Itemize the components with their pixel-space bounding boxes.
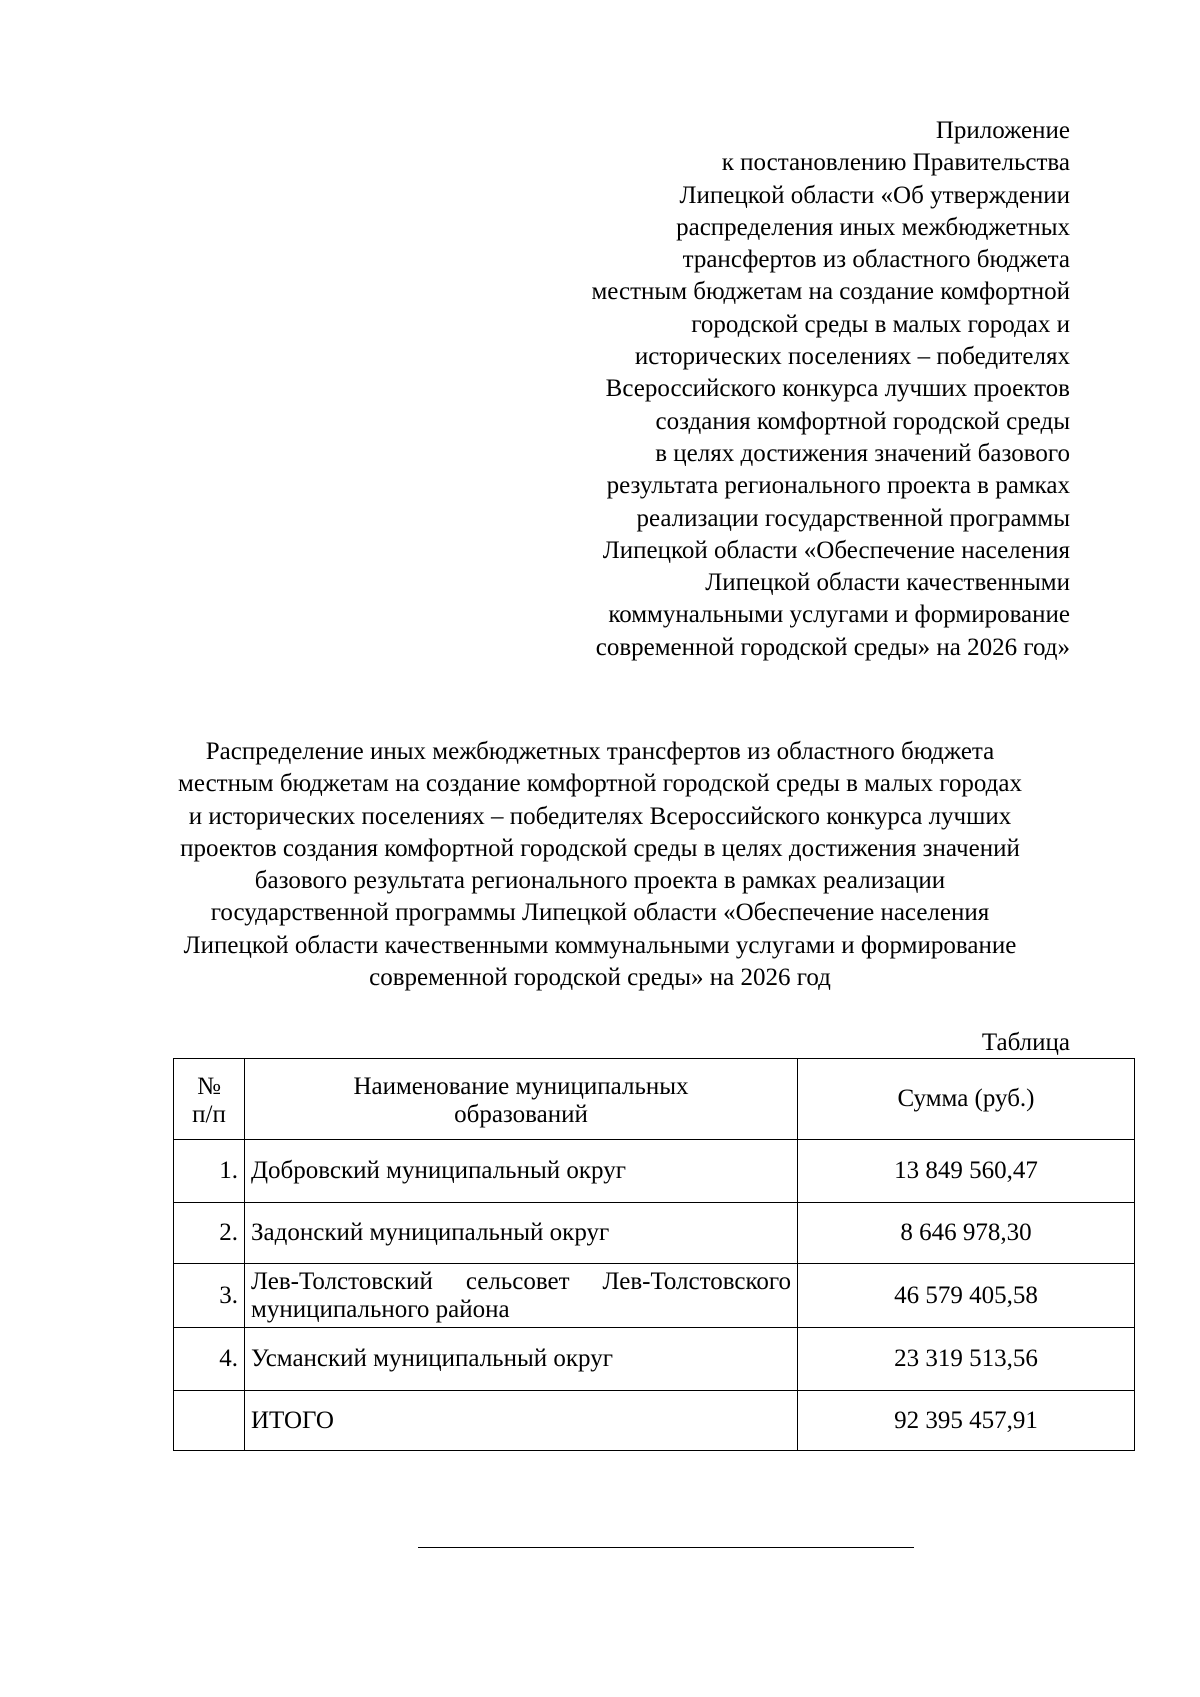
title-line: базового результата регионального проекта в рамках реализации: [254, 867, 946, 895]
row-sum: 23 319 513,56: [798, 1328, 1135, 1391]
appendix-line: распределения иных межбюджетных: [676, 213, 1070, 241]
title-line: местным бюджетам на создание комфортной городской среды в малых городах: [178, 770, 1022, 798]
appendix-line: к постановлению Правительства: [721, 149, 1070, 177]
table-total-row: [174, 1391, 1135, 1451]
title-line: и исторических поселениях – победителях Всероссийского конкурса лучших: [188, 802, 1012, 830]
appendix-line: трансфертов из областного бюджета: [682, 246, 1070, 274]
header-name-line2: образований: [454, 1101, 588, 1128]
total-label: ИТОГО: [245, 1391, 798, 1451]
total-number-empty: [174, 1391, 245, 1451]
closing-divider-line: [418, 1547, 914, 1548]
total-sum: 92 395 457,91: [798, 1391, 1135, 1451]
header-name-line1: Наименование муниципальных: [353, 1073, 689, 1100]
title-line: проектов создания комфортной городской среды в целях достижения значений: [180, 834, 1020, 862]
title-line: современной городской среды» на 2026 год: [369, 964, 831, 992]
header-number: [174, 1059, 245, 1140]
header-number-line1: №: [197, 1073, 221, 1100]
appendix-line: коммунальными услугами и формирование: [608, 601, 1070, 629]
row-name: Усманский муниципальный округ: [245, 1328, 798, 1391]
table-row: [174, 1203, 1135, 1264]
appendix-line: Всероссийского конкурса лучших проектов: [605, 375, 1070, 403]
appendix-line: Приложение: [935, 117, 1070, 144]
appendix-line: исторических поселениях – победителях: [634, 343, 1070, 371]
row-name: Задонский муниципальный округ: [245, 1203, 798, 1264]
row-name: Лев-Толстовский сельсовет Лев-Толстовского муниципального района: [245, 1264, 798, 1328]
row-number: 2.: [174, 1203, 245, 1264]
table-row: [174, 1264, 1135, 1328]
document-title: [150, 736, 1050, 994]
appendix-line: Липецкой области «Об утверждении: [679, 181, 1070, 209]
title-line: государственной программы Липецкой области «Обеспечение населения: [210, 899, 990, 927]
title-line: Липецкой области качественными коммунальными услугами и формирование: [183, 931, 1017, 959]
appendix-line: Липецкой области качественными: [705, 569, 1070, 597]
appendix-line: городской среды в малых городах и: [691, 310, 1070, 338]
title-line: Распределение иных межбюджетных трансфертов из областного бюджета: [205, 738, 995, 765]
header-number-line2: п/п: [192, 1101, 226, 1128]
row-sum: 8 646 978,30: [798, 1203, 1135, 1264]
table-row: [174, 1140, 1135, 1203]
row-sum: 46 579 405,58: [798, 1264, 1135, 1328]
table-row: [174, 1328, 1135, 1391]
table-header-row: [174, 1059, 1135, 1140]
header-sum: Сумма (руб.): [798, 1059, 1135, 1140]
row-number: 1.: [174, 1140, 245, 1203]
row-name: Добровский муниципальный округ: [245, 1140, 798, 1203]
row-sum: 13 849 560,47: [798, 1140, 1135, 1203]
appendix-line: создания комфортной городской среды: [655, 407, 1070, 435]
appendix-line: реализации государственной программы: [636, 504, 1070, 532]
table-label: Таблица: [981, 1029, 1070, 1056]
appendix-line: результата регионального проекта в рамках: [606, 472, 1070, 500]
appendix-line: современной городской среды» на 2026 год»: [595, 633, 1070, 661]
appendix-line: Липецкой области «Обеспечение населения: [602, 536, 1070, 564]
appendix-block: [510, 115, 1070, 664]
row-number: 4.: [174, 1328, 245, 1391]
appendix-line: местным бюджетам на создание комфортной: [591, 278, 1070, 306]
row-number: 3.: [174, 1264, 245, 1328]
distribution-table: [173, 1058, 1135, 1451]
header-name: [245, 1059, 798, 1140]
appendix-line: в целях достижения значений базового: [655, 439, 1070, 467]
